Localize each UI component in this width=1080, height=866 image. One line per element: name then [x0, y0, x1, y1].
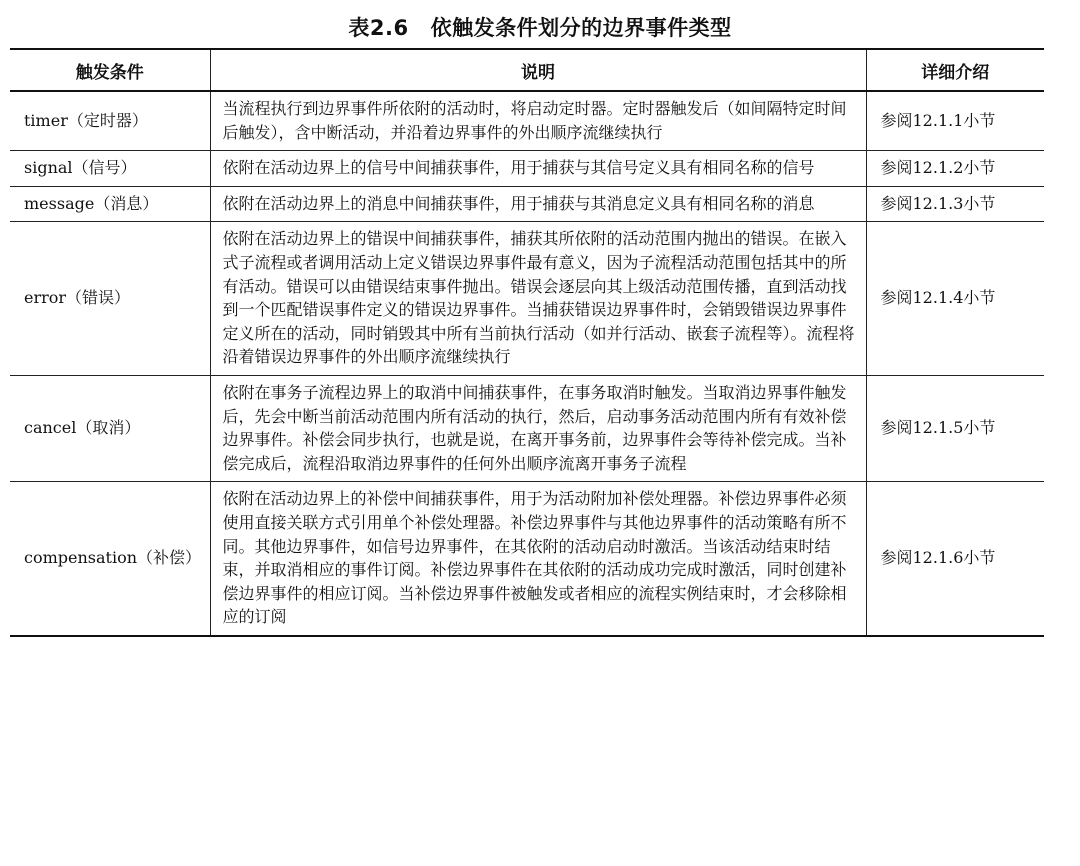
details-cell: 参阅12.1.1小节: [866, 91, 1044, 151]
description-cell: 依附在活动边界上的补偿中间捕获事件，用于为活动附加补偿处理器。补偿边界事件必须使用直接关联方式引用单个补偿处理器。补偿边界事件与其他边界事件的活动策略有所不同。其他边界事件，如信号边界事件，在其依附的活动启动时激活。当该活动结束时结束，并取消相应的事件订阅。补偿边界事件在其依附的活动成功完成时激活，同时创建补偿边界事件的相应订阅。当补偿边界事件被触发或者相应的流程实例结束时，才会移除相应的订阅: [210, 482, 866, 636]
details-cell: 参阅12.1.4小节: [866, 222, 1044, 376]
table-row: [10, 151, 1044, 187]
description-cell: 依附在活动边界上的信号中间捕获事件，用于捕获与其信号定义具有相同名称的信号: [210, 151, 866, 187]
table-row: [10, 482, 1044, 636]
description-cell: 当流程执行到边界事件所依附的活动时，将启动定时器。定时器触发后（如间隔特定时间后触发），含中断活动，并沿着边界事件的外出顺序流继续执行: [210, 91, 866, 151]
boundary-event-table: [10, 48, 1044, 637]
table-title: 依触发条件划分的边界事件类型: [430, 16, 732, 40]
table-row: [10, 375, 1044, 481]
trigger-cell: message（消息）: [24, 193, 159, 213]
details-cell: 参阅12.1.6小节: [866, 482, 1044, 636]
trigger-cell: compensation（补偿）: [24, 548, 202, 568]
trigger-cell: timer（定时器）: [24, 110, 148, 130]
description-cell: 依附在事务子流程边界上的取消中间捕获事件，在事务取消时触发。当取消边界事件触发后，先会中断当前活动范围内所有活动的执行，然后，启动事务活动范围内所有有效补偿边界事件。补偿会同步执行，也就是说，在离开事务前，边界事件会等待补偿完成。当补偿完成后，流程沿取消边界事件的任何外出顺序流离开事务子流程: [210, 375, 866, 481]
header-trigger: 触发条件: [75, 62, 144, 83]
table-number: 表2.6: [348, 16, 409, 40]
description-cell: 依附在活动边界上的消息中间捕获事件，用于捕获与其消息定义具有相同名称的消息: [210, 186, 866, 222]
header-details: 详细介绍: [866, 49, 1044, 91]
details-cell: 参阅12.1.5小节: [866, 375, 1044, 481]
table-row: [10, 186, 1044, 222]
trigger-cell: cancel（取消）: [24, 418, 141, 438]
trigger-cell: error（错误）: [24, 288, 131, 308]
details-cell: 参阅12.1.2小节: [866, 151, 1044, 187]
details-cell: 参阅12.1.3小节: [866, 186, 1044, 222]
header-row: [10, 49, 1044, 91]
trigger-cell: signal（信号）: [24, 158, 137, 178]
table-caption: [0, 12, 1080, 42]
description-cell: 依附在活动边界上的错误中间捕获事件，捕获其所依附的活动范围内抛出的错误。在嵌入式子流程或者调用活动上定义错误边界事件最有意义，因为子流程活动范围包括其中的所有活动。错误可以由错误结束事件抛出。错误会逐层向其上级活动范围传播，直到活动找到一个匹配错误事件定义的错误边界事件。当捕获错误边界事件时，会销毁错误边界事件定义所在的活动，同时销毁其中所有当前执行活动（如并行活动、嵌套子流程等）。流程将沿着错误边界事件的外出顺序流继续执行: [210, 222, 866, 376]
table-row: [10, 91, 1044, 151]
table-row: [10, 222, 1044, 376]
header-description: 说明: [210, 49, 866, 91]
